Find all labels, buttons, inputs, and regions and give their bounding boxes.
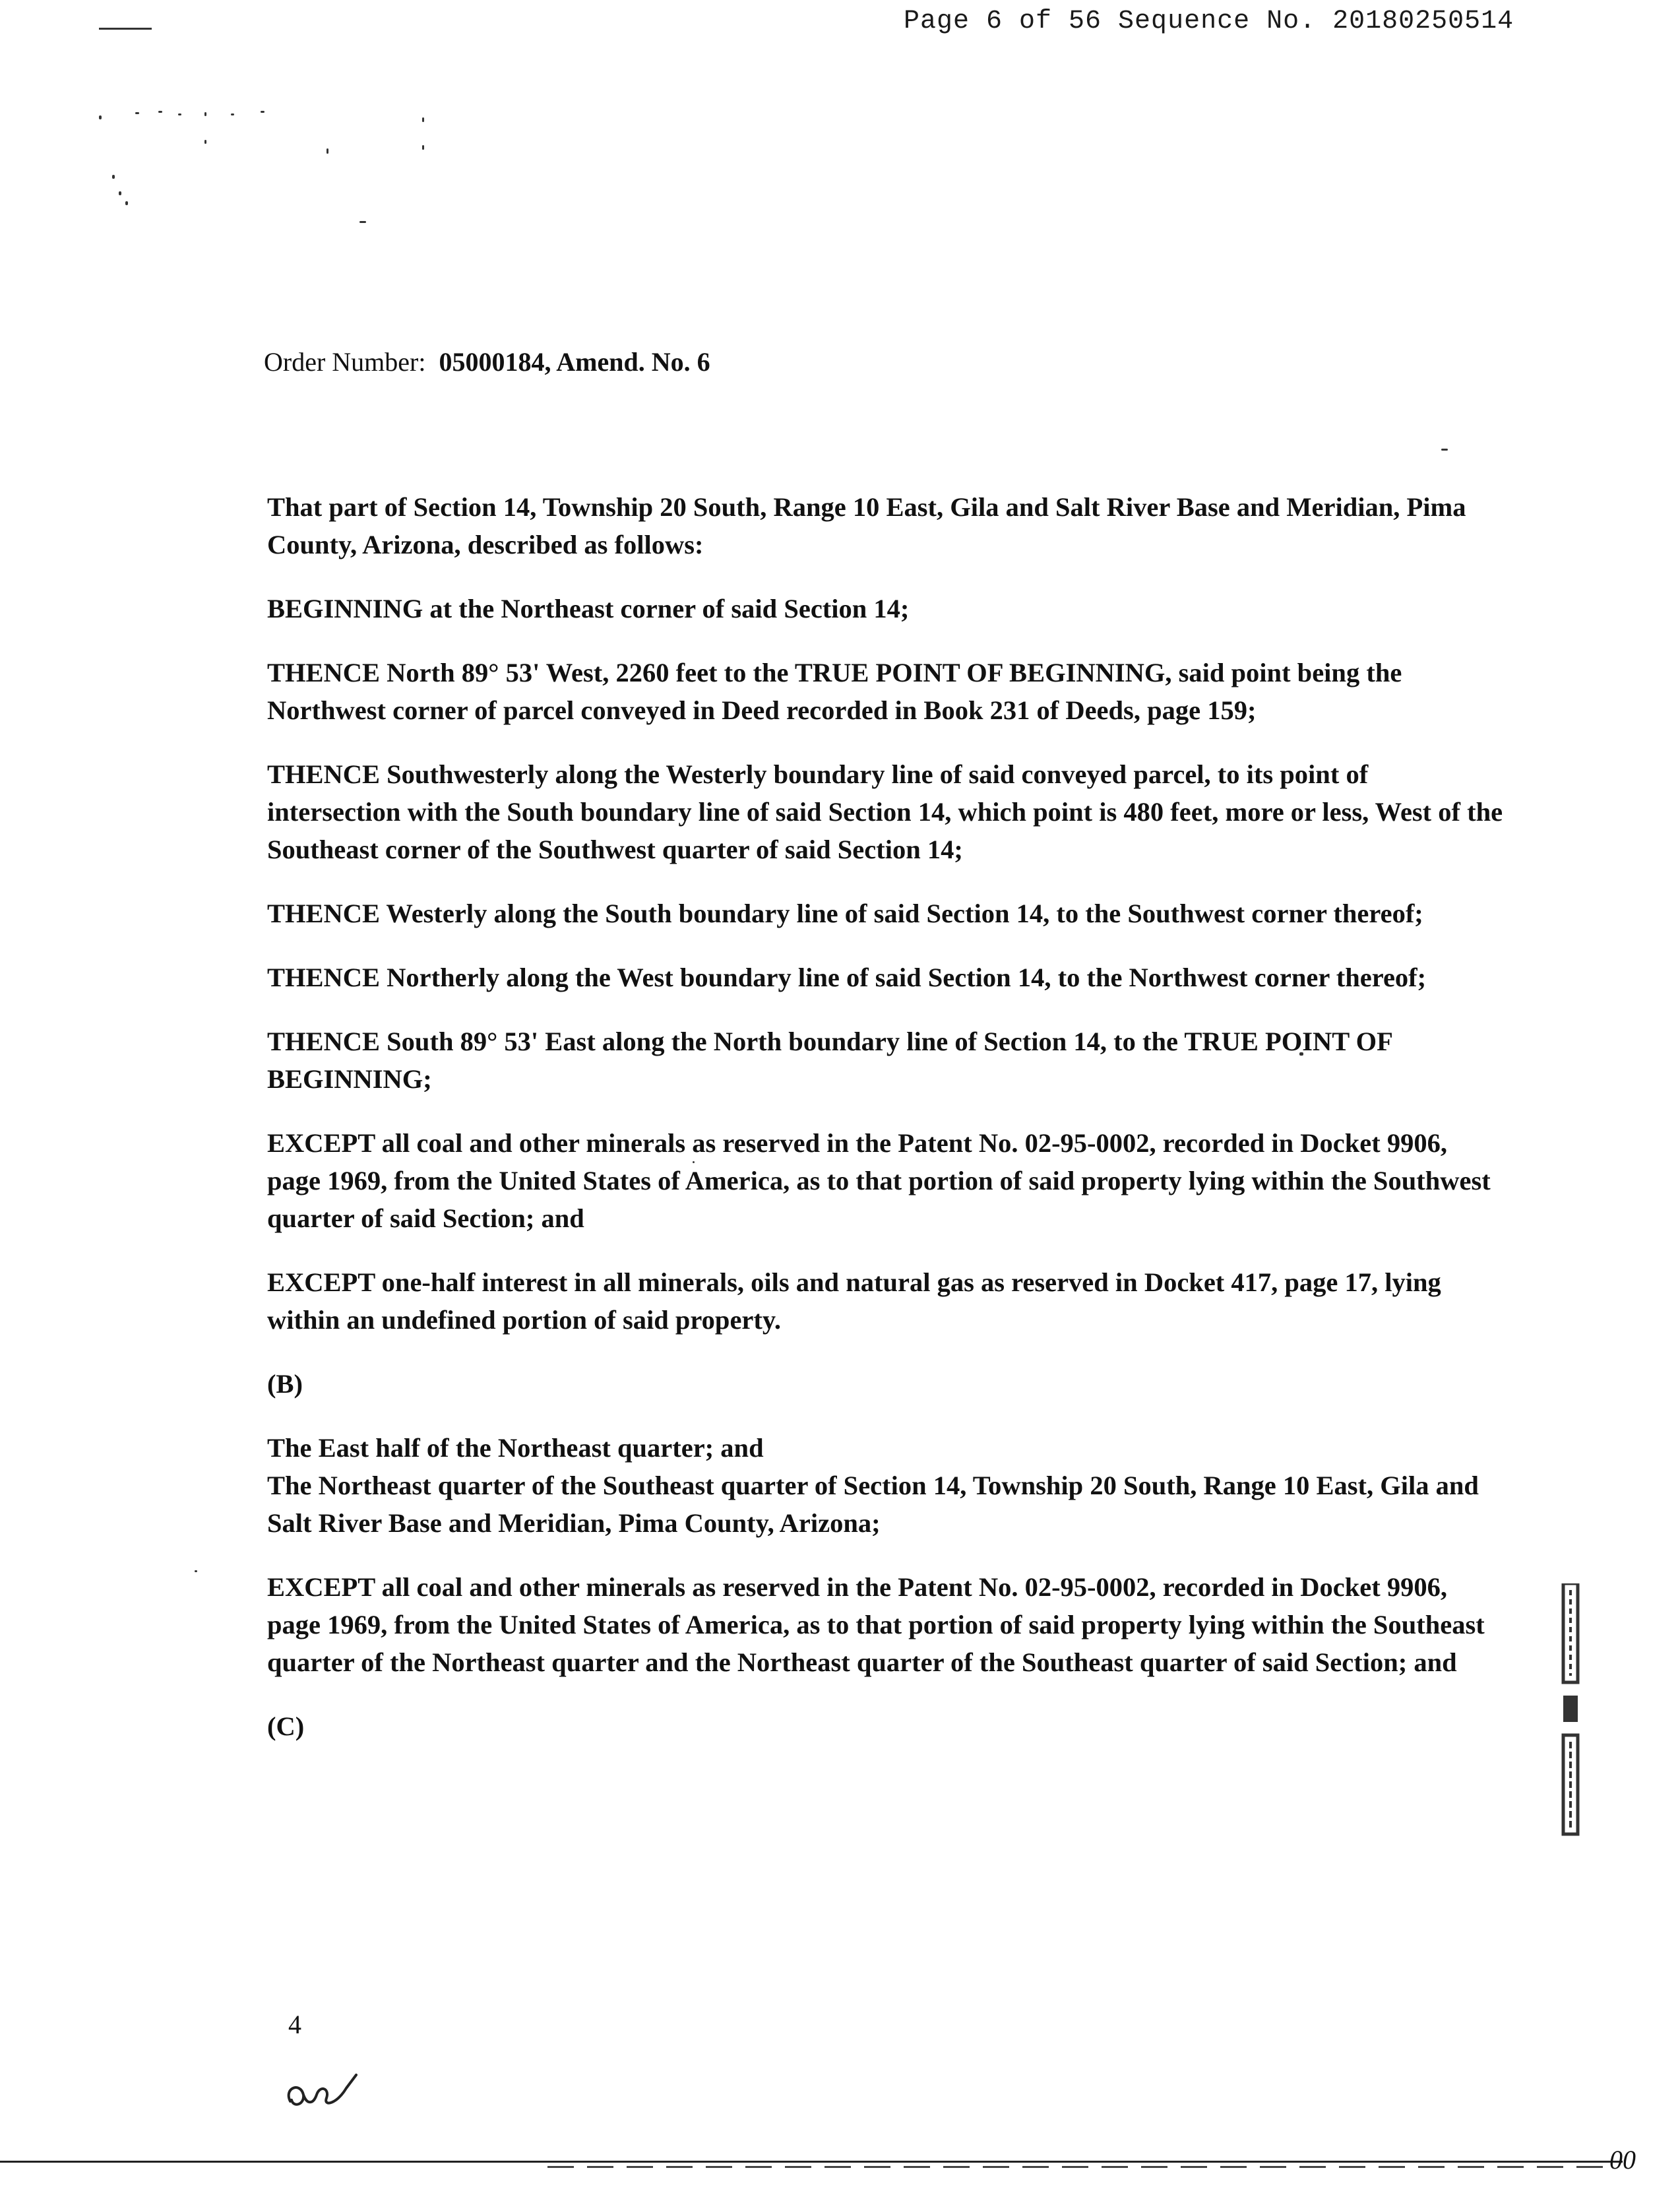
paragraph-thence-south: THENCE South 89° 53' East along the North boundary line of Section 14, to the TRUE POINT OF BEGINNING; <box>267 1027 1392 1094</box>
paragraph-except-coal-southeast: EXCEPT all coal and other minerals as reserved in the Patent No. 02-95-0002, recorded in Docket 9906, page 1969, from the United States of America, as to that portion of said property lying within the Southeast quarter of the Northeast quarter and the Northeast quarter of the Southeast quarter of said Section; and <box>267 1572 1485 1677</box>
paragraph-label-c: (C) <box>267 1711 305 1741</box>
page-sequence-header: Page 6 of 56 Sequence No. 20180250514 <box>904 7 1514 36</box>
paragraph-label-b: (B) <box>267 1369 303 1399</box>
paragraph-b-description <box>267 1429 1507 1542</box>
side-stamp-marks <box>1555 1583 1595 1847</box>
paragraph-thence-north: THENCE North 89° 53' West, 2260 feet to the TRUE POINT OF BEGINNING, said point being the Northwest corner of parcel conveyed in Deed recorded in Book 231 of Deeds, page 159; <box>267 658 1402 725</box>
paragraph-thence-westerly: THENCE Westerly along the South boundary line of said Section 14, to the Southwest corner thereof; <box>267 899 1423 928</box>
paragraph-thence-southwesterly: THENCE Southwesterly along the Westerly boundary line of said conveyed parcel, to its point of intersection with the South boundary line of said Section 14, which point is 480 feet, more or less, West of the Southeast corner of the Southwest quarter of said Section 14; <box>267 759 1503 864</box>
bottom-rule-dashes <box>547 2166 1603 2168</box>
paragraph-thence-northerly: THENCE Northerly along the West boundary line of said Section 14, to the Northwest corner thereof; <box>267 963 1427 992</box>
handwritten-initials <box>284 2068 369 2118</box>
order-number <box>264 346 710 377</box>
top-left-rule <box>99 28 152 30</box>
order-number-label: Order Number: <box>264 347 426 377</box>
paragraph-intro: That part of Section 14, Township 20 South, Range 10 East, Gila and Salt River Base and Meridian, Pima County, Arizona, described as follows: <box>267 492 1466 559</box>
paragraph-beginning: BEGINNING at the Northeast corner of said Section 14; <box>267 594 910 623</box>
paragraph-b-line-1: The East half of the Northeast quarter; and <box>267 1433 764 1463</box>
paragraph-except-coal-southwest: EXCEPT all coal and other minerals as reserved in the Patent No. 02-95-0002, recorded in Docket 9906, page 1969, from the United States of America, as to that portion of said property lying within the Southwest quarter of said Section; and <box>267 1128 1491 1233</box>
legal-description <box>267 488 1507 1771</box>
bottom-rule <box>0 2161 1623 2163</box>
paragraph-except-half-interest: EXCEPT one-half interest in all minerals, oils and natural gas as reserved in Docket 417, page 17, lying within an undefined portion of said property. <box>267 1267 1441 1335</box>
order-number-value: 05000184, Amend. No. 6 <box>439 347 710 377</box>
corner-mark: 00 <box>1609 2145 1636 2175</box>
page-number: 4 <box>288 2010 301 2039</box>
paragraph-b-line-2: The Northeast quarter of the Southeast quarter of Section 14, Township 20 South, Range 10 East, Gila and Salt River Base and Meridian, Pima County, Arizona; <box>267 1471 1479 1538</box>
